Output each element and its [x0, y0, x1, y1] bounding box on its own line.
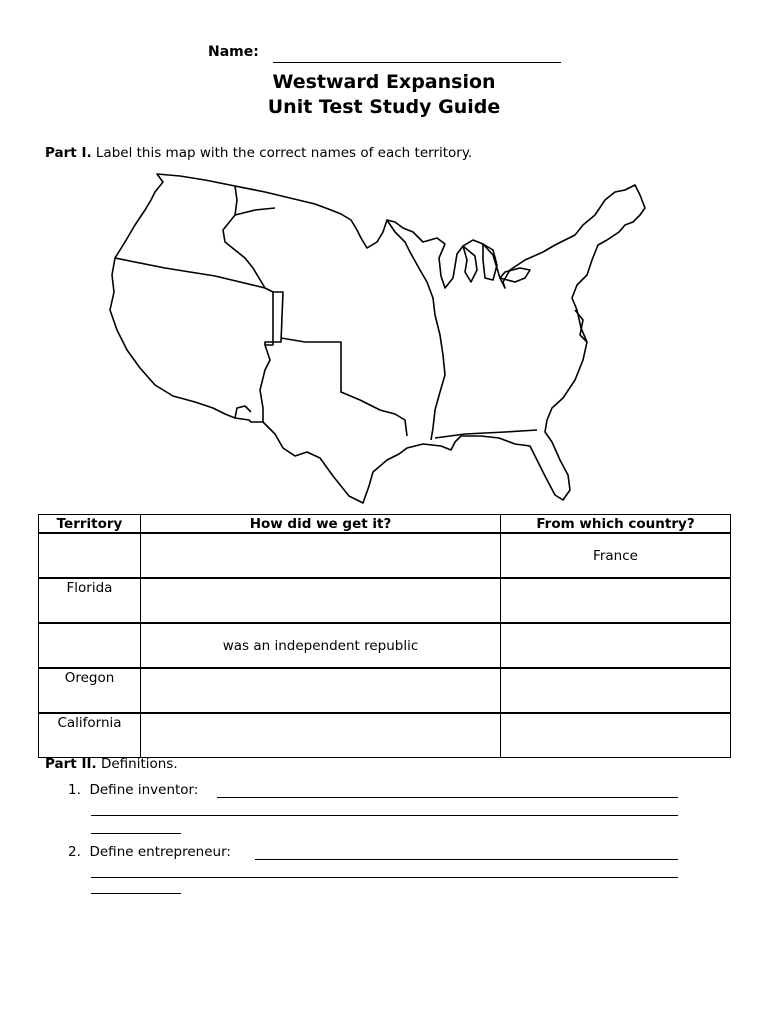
cell-how[interactable] [141, 713, 501, 758]
cell-how[interactable] [141, 533, 501, 578]
table-header-row [39, 515, 731, 534]
definition-item-1 [68, 782, 198, 798]
name-label: Name: [208, 44, 259, 60]
part1-instruction: Label this map with the correct names of each territory. [95, 145, 473, 161]
cell-territory[interactable] [39, 623, 141, 668]
definition-prompt: Define entrepreneur: [89, 844, 231, 860]
col-header-country: From which country? [501, 515, 731, 534]
name-blank-line[interactable] [273, 62, 561, 63]
cell-territory[interactable]: Florida [39, 578, 141, 623]
cell-country[interactable] [501, 713, 731, 758]
cell-country[interactable]: France [501, 533, 731, 578]
definition-number: 1. [68, 782, 81, 798]
page-title: Westward Expansion [272, 71, 496, 93]
cell-country[interactable] [501, 668, 731, 713]
definition-prompt: Define inventor: [89, 782, 199, 798]
answer-line[interactable] [255, 859, 678, 860]
cell-country[interactable] [501, 578, 731, 623]
part1-label: Part I. [45, 145, 92, 161]
part1-heading [45, 145, 472, 161]
cell-country[interactable] [501, 623, 731, 668]
table-row [39, 533, 731, 578]
answer-line[interactable] [91, 893, 181, 894]
table-row [39, 668, 731, 713]
page-subtitle: Unit Test Study Guide [267, 96, 501, 118]
cell-territory[interactable]: California [39, 713, 141, 758]
cell-territory[interactable]: Oregon [39, 668, 141, 713]
answer-line[interactable] [91, 877, 678, 878]
col-header-how: How did we get it? [141, 515, 501, 534]
table-row [39, 578, 731, 623]
definition-item-2 [68, 844, 231, 860]
cell-territory[interactable] [39, 533, 141, 578]
cell-how[interactable] [141, 578, 501, 623]
table-row [39, 623, 731, 668]
answer-line[interactable] [91, 815, 678, 816]
us-outline [110, 174, 645, 503]
territory-table [38, 514, 731, 758]
cell-how[interactable]: was an independent republic [141, 623, 501, 668]
cell-how[interactable] [141, 668, 501, 713]
part2-heading [45, 756, 178, 772]
col-header-territory: Territory [39, 515, 141, 534]
answer-line[interactable] [217, 797, 678, 798]
us-territory-map [105, 170, 650, 510]
part2-label: Part II. [45, 756, 97, 772]
part2-instruction: Definitions. [100, 756, 178, 772]
table-row [39, 713, 731, 758]
definition-number: 2. [68, 844, 81, 860]
answer-line[interactable] [91, 833, 181, 834]
